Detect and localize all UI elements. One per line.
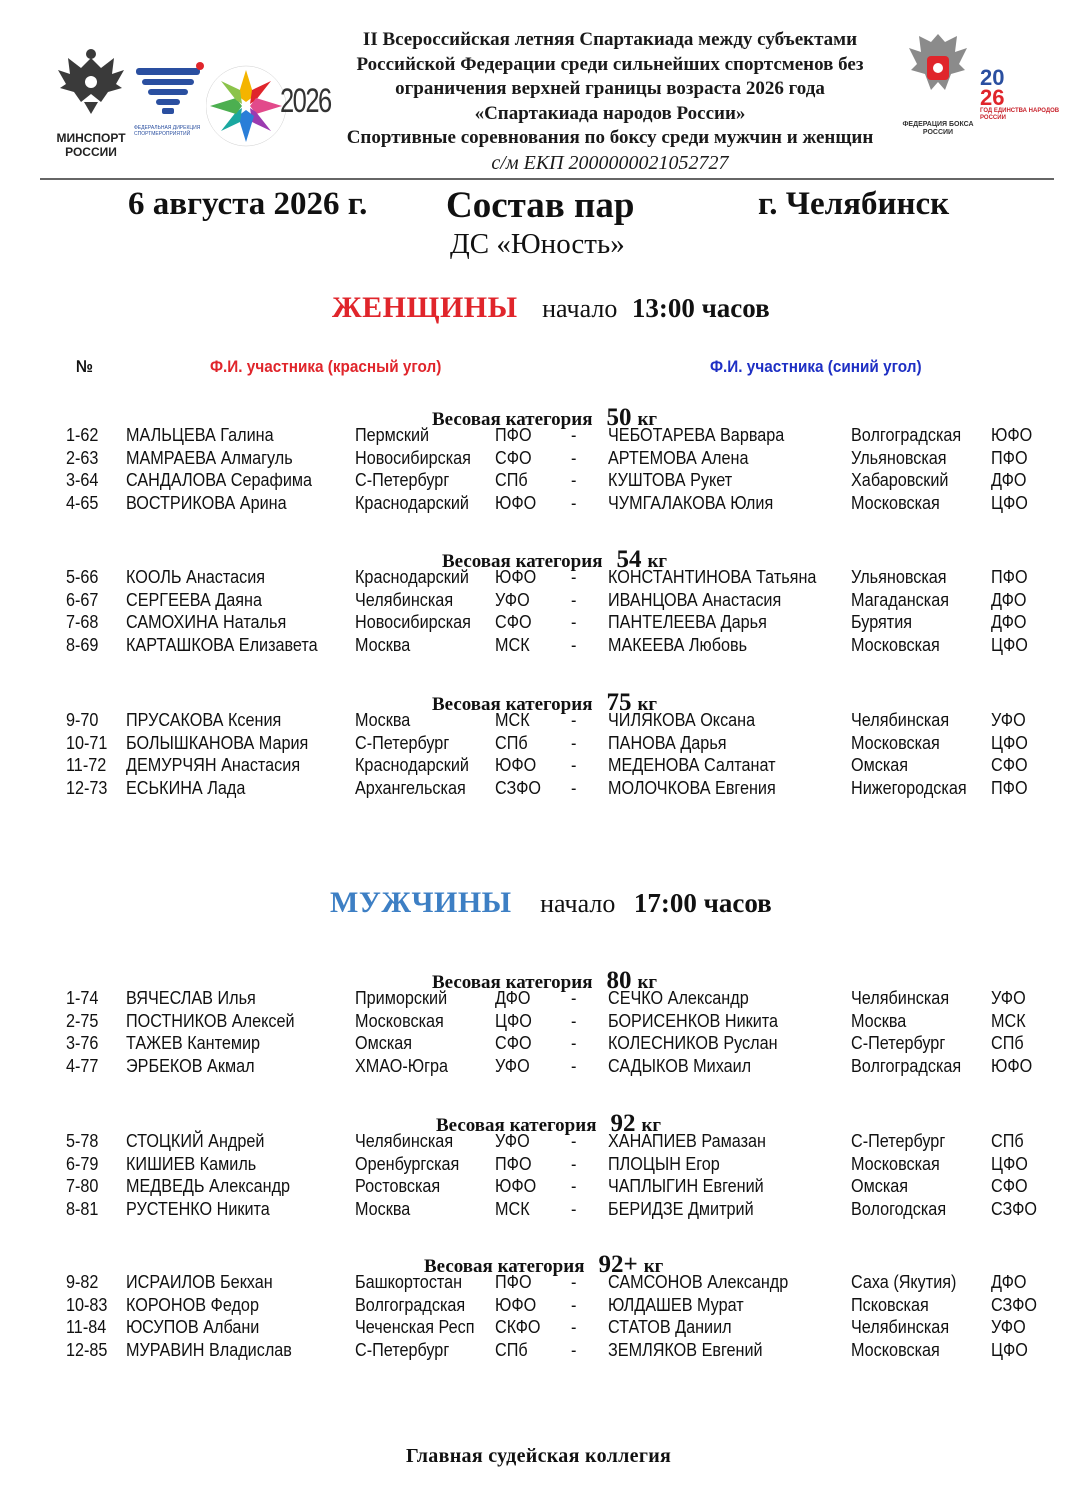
red-region: Краснодарский [355, 567, 469, 587]
vs-dash: - [571, 1010, 577, 1031]
blue-district: ДФО [991, 589, 1027, 610]
red-region: С-Петербург [355, 732, 450, 753]
vs-dash: - [571, 470, 577, 491]
document-title: Состав пар [446, 185, 635, 226]
red-name: КОРОНОВ Федор [126, 1294, 259, 1315]
event-city: г. Челябинск [758, 186, 950, 222]
weight-value: 75 [606, 689, 632, 716]
red-district: СКФО [495, 1317, 541, 1338]
vs-dash: - [571, 1176, 577, 1197]
blue-name: ИВАНЦОВА Анастасия [608, 589, 782, 610]
bout-number: 9-70 [66, 710, 99, 730]
red-region: Оренбургская [355, 1153, 460, 1174]
red-name: ВЯЧЕСЛАВ Илья [126, 988, 256, 1008]
red-region: Москва [355, 635, 411, 656]
blue-name: ЧИЛЯКОВА Оксана [608, 710, 756, 730]
red-name: МУРАВИН Владислав [126, 1340, 292, 1361]
bout-number: 3-64 [66, 470, 99, 491]
red-district: СФО [495, 1033, 532, 1054]
blue-district: СПб [991, 1131, 1024, 1151]
vs-dash: - [571, 493, 577, 514]
vs-dash: - [571, 635, 577, 656]
red-name: РУСТЕНКО Никита [126, 1199, 270, 1220]
blue-region: Московская [851, 1340, 940, 1361]
red-name: ЮСУПОВ Албани [126, 1317, 260, 1338]
red-region: Архангельская [355, 778, 466, 799]
vs-dash: - [571, 425, 577, 445]
weight-unit: кг [637, 409, 658, 430]
blue-district: ЦФО [991, 1340, 1028, 1361]
bout-number: 2-75 [66, 1010, 99, 1031]
vs-dash: - [571, 1033, 577, 1054]
blue-name: ЧЕБОТАРЕВА Варвара [608, 425, 785, 445]
red-district: УФО [495, 1131, 530, 1151]
bout-row [0, 492, 1076, 515]
blue-region: Московская [851, 493, 940, 514]
blue-district: ДФО [991, 1272, 1027, 1292]
bout-row [0, 1010, 1076, 1033]
red-name: ЕСЬКИНА Лада [126, 778, 246, 799]
red-name: ЭРБЕКОВ Акмал [126, 1056, 255, 1077]
bout-row [0, 447, 1076, 470]
title-line-4: «Спартакиада народов России» [474, 102, 746, 124]
red-district: ЮФО [495, 1294, 537, 1315]
women-title: ЖЕНЩИНЫ [332, 291, 518, 324]
red-region: Пермский [355, 425, 430, 445]
title-line-1: II Всероссийская летняя Спартакиада между субъектами [362, 29, 858, 50]
weight-category-label: Весовая категория [432, 972, 593, 993]
blue-region: Челябинская [851, 1317, 950, 1338]
weight-unit: кг [647, 551, 668, 572]
red-region: Чеченская Респ [355, 1317, 475, 1338]
red-region: Приморский [355, 988, 448, 1008]
red-district: СЗФО [495, 778, 542, 799]
red-region: Новосибирская [355, 447, 471, 468]
blue-region: Омская [851, 755, 909, 776]
red-region: Башкортостан [355, 1272, 463, 1292]
vs-dash: - [571, 589, 577, 610]
blue-district: ДФО [991, 612, 1027, 633]
games-year: 2026 [280, 82, 331, 120]
unity-year-top: 20 [980, 65, 1005, 90]
bout-number: 4-65 [66, 493, 99, 514]
blue-district: ЦФО [991, 635, 1028, 656]
red-region: Москва [355, 710, 411, 730]
blue-district: СПб [991, 1033, 1024, 1054]
vs-dash: - [571, 755, 577, 776]
red-region: Челябинская [355, 589, 454, 610]
weight-unit: кг [641, 1115, 662, 1136]
vs-dash: - [571, 1340, 577, 1361]
direction-logo [134, 60, 212, 137]
weight-category-label: Весовая категория [442, 551, 603, 572]
weight-value: 50 [606, 404, 632, 431]
bout-row [0, 1175, 1076, 1198]
red-region: Московская [355, 1010, 444, 1031]
vs-dash: - [571, 567, 577, 587]
event-date: 6 августа 2026 г. [128, 186, 368, 222]
men-start-time: 17:00 часов [633, 888, 772, 918]
bout-number: 7-68 [66, 612, 99, 633]
blue-district: ЮФО [991, 425, 1033, 445]
bout-number: 12-73 [66, 778, 108, 799]
vs-dash: - [571, 1294, 577, 1315]
blue-region: Магаданская [851, 589, 949, 610]
chief-judges-label: Главная судейская коллегия [406, 1445, 672, 1467]
blue-region: Волгоградская [851, 425, 962, 445]
red-district: СПб [495, 732, 528, 753]
blue-name: ЧАПЛЫГИН Евгений [608, 1176, 764, 1197]
blue-region: Ульяновская [851, 567, 947, 587]
red-district: ДФО [495, 988, 531, 1008]
red-name: КИШИЕВ Камиль [126, 1153, 257, 1174]
blue-region: Московская [851, 732, 940, 753]
red-region: Краснодарский [355, 755, 469, 776]
blue-name: ХАНАПИЕВ Рамазан [608, 1131, 766, 1151]
red-region: Омская [355, 1033, 413, 1054]
red-district: ЮФО [495, 1176, 537, 1197]
vs-dash: - [571, 732, 577, 753]
red-district: ЦФО [495, 1010, 532, 1031]
bout-number: 12-85 [66, 1340, 108, 1361]
bout-row [0, 424, 1076, 447]
weight-unit: кг [637, 694, 658, 715]
blue-district: УФО [991, 1317, 1026, 1338]
red-name: ПРУСАКОВА Ксения [126, 710, 282, 730]
title-line-5: Спортивные соревнования по боксу среди мужчин и женщин [346, 127, 874, 148]
blue-name: КОЛЕСНИКОВ Руслан [608, 1033, 778, 1054]
bout-number: 5-78 [66, 1131, 99, 1151]
blue-district: УФО [991, 710, 1026, 730]
bout-row [0, 634, 1076, 657]
blue-region: Омская [851, 1176, 909, 1197]
bout-number: 3-76 [66, 1033, 99, 1054]
bout-row [0, 987, 1076, 1010]
red-name: ДЕМУРЧЯН Анастасия [126, 755, 301, 776]
bout-number: 5-66 [66, 567, 99, 587]
weight-value: 92 [610, 1110, 636, 1137]
red-region: С-Петербург [355, 470, 450, 491]
red-district: ПФО [495, 1272, 532, 1292]
bout-number: 9-82 [66, 1272, 99, 1292]
blue-district: ПФО [991, 567, 1028, 587]
blue-name: СЕЧКО Александр [608, 988, 749, 1008]
red-name: ПОСТНИКОВ Алексей [126, 1010, 295, 1031]
blue-region: Нижегородская [851, 778, 967, 799]
red-name: МАЛЬЦЕВА Галина [126, 425, 274, 445]
red-district: ЮФО [495, 755, 537, 776]
blue-district: СФО [991, 755, 1028, 776]
red-district: СФО [495, 447, 532, 468]
star-flower-icon [206, 62, 286, 152]
blue-district: МСК [991, 1010, 1026, 1031]
vs-dash: - [571, 1272, 577, 1292]
red-name: КООЛЬ Анастасия [126, 567, 266, 587]
red-name: СТОЦКИЙ Андрей [126, 1131, 265, 1151]
blue-name: САДЫКОВ Михаил [608, 1056, 752, 1077]
vs-dash: - [571, 1153, 577, 1174]
bout-number: 1-62 [66, 425, 99, 445]
women-section-heading [332, 291, 770, 325]
red-name: САМОХИНА Наталья [126, 612, 287, 633]
red-district: СПб [495, 470, 528, 491]
vs-dash: - [571, 778, 577, 799]
weight-value: 92+ [598, 1251, 638, 1278]
blue-name: ЧУМГАЛАКОВА Юлия [608, 493, 774, 514]
blue-name: ПАНОВА Дарья [608, 732, 727, 753]
bout-row [0, 709, 1076, 732]
blue-region: Волгоградская [851, 1056, 962, 1077]
blue-region: Бурятия [851, 612, 913, 633]
red-district: МСК [495, 1199, 530, 1220]
bout-row [0, 1316, 1076, 1339]
blue-region: Москва [851, 1010, 907, 1031]
women-start-label: начало [542, 294, 618, 323]
blue-district: ЦФО [991, 1153, 1028, 1174]
red-name: ТАЖЕВ Кантемир [126, 1033, 261, 1054]
blue-region: С-Петербург [851, 1131, 946, 1151]
blue-name: СТАТОВ Даниил [608, 1317, 732, 1338]
event-venue: ДС «Юность» [450, 228, 625, 260]
eagle-emblem-icon [48, 44, 134, 126]
blue-region: Псковская [851, 1294, 929, 1315]
red-name: СЕРГЕЕВА Даяна [126, 589, 262, 610]
red-district: МСК [495, 710, 530, 730]
vs-dash: - [571, 710, 577, 730]
bout-number: 11-84 [66, 1317, 107, 1338]
vs-dash: - [571, 1056, 577, 1077]
minsport-label: МИНСПОРТ РОССИИ [56, 131, 126, 159]
blue-region: Московская [851, 635, 940, 656]
bout-row [0, 566, 1076, 589]
red-district: МСК [495, 635, 530, 656]
weight-category-label: Весовая категория [432, 694, 593, 715]
blue-name: ПЛОЦЫН Егор [608, 1153, 720, 1174]
bout-number: 1-74 [66, 988, 99, 1008]
red-district: УФО [495, 589, 530, 610]
men-title: МУЖЧИНЫ [330, 886, 512, 919]
box-federation-label: ФЕДЕРАЦИЯ БОКСА РОССИИ [902, 121, 974, 136]
red-district: ПФО [495, 425, 532, 445]
red-region: Ростовская [355, 1176, 441, 1197]
blue-name: БЕРИДЗЕ Дмитрий [608, 1199, 754, 1220]
ekp-number: с/м ЕКП 2000000021052727 [491, 151, 729, 174]
blue-region: Ульяновская [851, 447, 947, 468]
blue-name: МАКЕЕВА Любовь [608, 635, 748, 656]
blue-district: ЮФО [991, 1056, 1033, 1077]
bout-row [0, 1055, 1076, 1078]
red-district: ПФО [495, 1153, 532, 1174]
bout-row [0, 469, 1076, 492]
women-start-time: 13:00 часов [631, 293, 770, 323]
weight-unit: кг [643, 1256, 664, 1277]
red-name: МАМРАЕВА Алмагуль [126, 447, 293, 468]
weight-category-label: Весовая категория [424, 1256, 585, 1277]
red-region: Волгоградская [355, 1294, 466, 1315]
blue-district: СЗФО [991, 1294, 1038, 1315]
weight-category-label: Весовая категория [432, 409, 593, 430]
weight-unit: кг [637, 972, 658, 993]
bout-number: 10-83 [66, 1294, 108, 1315]
title-line-2: Российской Федерации среди сильнейших спортсменов без [356, 53, 864, 75]
column-red-corner-header: Ф.И. участника (красный угол) [210, 357, 442, 376]
red-name: КАРТАШКОВА Елизавета [126, 635, 318, 656]
red-region: Челябинская [355, 1131, 454, 1151]
blue-district: ПФО [991, 447, 1028, 468]
cup-icon [134, 60, 208, 120]
bout-row [0, 732, 1076, 755]
weight-value: 54 [616, 546, 642, 573]
blue-name: АРТЕМОВА Алена [608, 447, 749, 468]
blue-name: БОРИСЕНКОВ Никита [608, 1010, 779, 1031]
red-name: ИСРАИЛОВ Бекхан [126, 1272, 273, 1292]
vs-dash: - [571, 1317, 577, 1338]
red-district: ЮФО [495, 567, 537, 587]
blue-district: ДФО [991, 470, 1027, 491]
red-region: ХМАО-Югра [355, 1056, 449, 1077]
bout-row [0, 1198, 1076, 1221]
vs-dash: - [571, 612, 577, 633]
blue-region: Саха (Якутия) [851, 1272, 957, 1292]
bout-row [0, 1032, 1076, 1055]
blue-name: САМСОНОВ Александр [608, 1272, 789, 1292]
bout-number: 4-77 [66, 1056, 99, 1077]
blue-name: МЕДЕНОВА Салтанат [608, 755, 776, 776]
red-district: УФО [495, 1056, 530, 1077]
vs-dash: - [571, 988, 577, 1008]
column-number-header: № [76, 357, 94, 376]
red-district: СФО [495, 612, 532, 633]
blue-region: Московская [851, 1153, 940, 1174]
bout-row [0, 1130, 1076, 1153]
blue-district: СЗФО [991, 1199, 1038, 1220]
bout-row [0, 1153, 1076, 1176]
bout-row [0, 611, 1076, 634]
blue-district: СФО [991, 1176, 1028, 1197]
unity-label: ГОД ЕДИНСТВА НАРОДОВ РОССИИ [980, 108, 1060, 121]
blue-region: Челябинская [851, 988, 950, 1008]
men-start-label: начало [540, 889, 616, 918]
blue-region: С-Петербург [851, 1033, 946, 1054]
column-blue-corner-header: Ф.И. участника (синий угол) [710, 357, 922, 376]
red-name: САНДАЛОВА Серафима [126, 470, 313, 491]
unity-year-logo [980, 65, 1060, 122]
blue-district: ЦФО [991, 493, 1028, 514]
blue-district: УФО [991, 988, 1026, 1008]
title-line-3: ограничения верхней границы возраста 2026 года [395, 78, 825, 99]
vs-dash: - [571, 1199, 577, 1220]
bout-number: 8-81 [66, 1199, 99, 1220]
bout-number: 11-72 [66, 755, 107, 776]
bout-number: 10-71 [66, 732, 108, 753]
blue-name: ЮЛДАШЕВ Мурат [608, 1294, 744, 1315]
event-title [300, 28, 920, 175]
bout-number: 6-79 [66, 1153, 99, 1174]
blue-name: ЗЕМЛЯКОВ Евгений [608, 1340, 763, 1361]
red-region: Москва [355, 1199, 411, 1220]
bout-row [0, 1294, 1076, 1317]
header-divider [40, 178, 1054, 180]
bout-row [0, 1271, 1076, 1294]
red-region: Новосибирская [355, 612, 471, 633]
unity-year-bottom: 26 [980, 85, 1005, 110]
men-section-heading [330, 886, 772, 920]
bout-number: 6-67 [66, 589, 99, 610]
blue-district: ПФО [991, 778, 1028, 799]
bout-row [0, 754, 1076, 777]
blue-region: Вологодская [851, 1199, 947, 1220]
red-name: БОЛЫШКАНОВА Мария [126, 732, 309, 753]
blue-region: Челябинская [851, 710, 950, 730]
red-region: С-Петербург [355, 1340, 450, 1361]
blue-region: Хабаровский [851, 470, 949, 491]
vs-dash: - [571, 447, 577, 468]
bout-number: 8-69 [66, 635, 99, 656]
bout-number: 2-63 [66, 447, 99, 468]
blue-name: КОНСТАНТИНОВА Татьяна [608, 567, 817, 587]
red-name: МЕДВЕДЬ Александр [126, 1176, 291, 1197]
bout-row [0, 777, 1076, 800]
red-region: Краснодарский [355, 493, 469, 514]
red-district: ЮФО [495, 493, 537, 514]
minsport-logo [48, 44, 134, 159]
red-name: ВОСТРИКОВА Арина [126, 493, 287, 514]
blue-name: МОЛОЧКОВА Евгения [608, 778, 776, 799]
bout-row [0, 589, 1076, 612]
bout-number: 7-80 [66, 1176, 99, 1197]
bout-row [0, 1339, 1076, 1362]
blue-name: ПАНТЕЛЕЕВА Дарья [608, 612, 767, 633]
weight-value: 80 [606, 967, 632, 994]
blue-name: КУШТОВА Рукет [608, 470, 733, 491]
red-district: СПб [495, 1340, 528, 1361]
direction-label: ФЕДЕРАЛЬНАЯ ДИРЕКЦИЯ СПОРТМЕРОПРИЯТИЙ [134, 125, 201, 137]
vs-dash: - [571, 1131, 577, 1151]
blue-district: ЦФО [991, 732, 1028, 753]
weight-category-label: Весовая категория [436, 1115, 597, 1136]
